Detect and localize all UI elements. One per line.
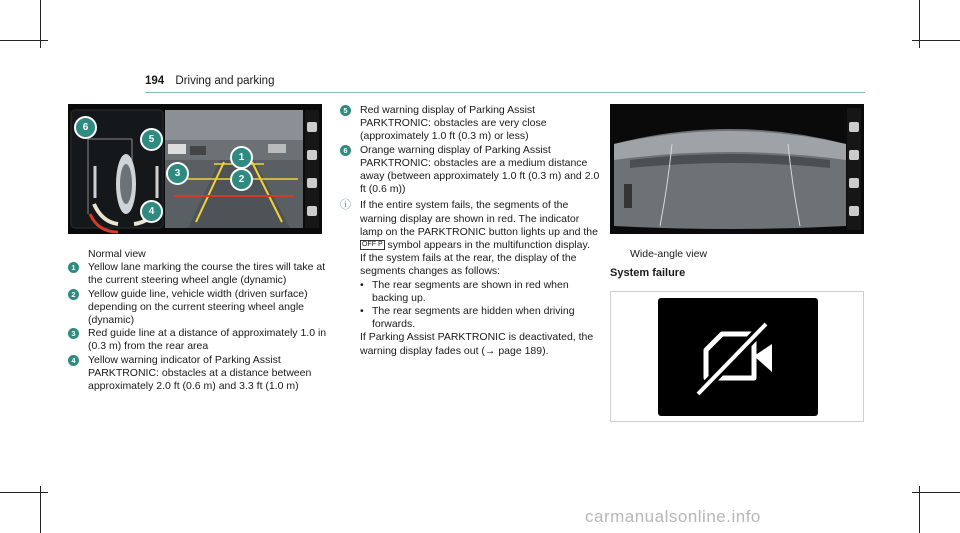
section-title: Driving and parking [175, 75, 275, 87]
parking-icon [849, 178, 859, 188]
figure-caption: Normal view [88, 248, 146, 260]
crop-mark [919, 486, 920, 533]
callout-number: 5 [340, 105, 351, 116]
crop-mark [0, 492, 48, 493]
callout-number: 2 [68, 289, 79, 300]
view-toggle-icon [849, 150, 859, 160]
callout-number: 4 [68, 355, 79, 366]
crop-mark [0, 40, 48, 41]
left-column [68, 248, 330, 393]
wide-angle-illustration [610, 104, 864, 234]
parktronic-off-icon: OFF P [362, 241, 383, 249]
list-item: 5 Red warning display of Parking Assist PARKTRONIC: obstacles are very close (approximately 1.0 ft (0.3 m) or less) [340, 104, 602, 144]
camera-mode-icon [849, 122, 859, 132]
page-number: 194 [145, 75, 165, 87]
camera-mode-icon [307, 122, 317, 132]
parking-icon [307, 178, 317, 188]
callout-3: 3 [166, 162, 189, 185]
list-item: 1 Yellow lane marking the course the tires will take at the current steering wheel angle (dynamic) [68, 261, 330, 287]
callout-5: 5 [140, 128, 163, 151]
watermark: carmanualsonline.info [585, 507, 761, 526]
list-item: 6 Orange warning display of Parking Assist PARKTRONIC: obstacles are a medium distance away (between approximately 1.0 ft (0.3 m) and 2.0 ft (0.6 m)) [340, 144, 602, 197]
callout-1: 1 [230, 146, 253, 169]
crop-mark [40, 486, 41, 533]
callout-2: 2 [230, 168, 253, 191]
view-toggle-icon [307, 150, 317, 160]
middle-column [340, 104, 602, 358]
bullet-item: • The rear segments are hidden when driving forwards. [340, 305, 602, 331]
info-text-after: symbol appears in the multifunction display. [387, 239, 590, 252]
list-item: 3 Red guide line at a distance of approximately 1.0 in (0.3 m) from the rear area [68, 327, 330, 353]
camera-off-icon [658, 298, 818, 416]
callout-number: 3 [68, 328, 79, 339]
section-heading: System failure [610, 267, 686, 280]
page-header [145, 75, 274, 87]
figure-caption: Wide-angle view [630, 248, 708, 260]
callout-6: 6 [74, 116, 97, 139]
settings-icon [307, 206, 317, 216]
right-column [610, 248, 864, 280]
wide-angle-figure [610, 104, 864, 234]
bullet-item: • The rear segments are shown in red when backing up. [340, 279, 602, 305]
info-note [340, 199, 602, 252]
crop-mark [912, 40, 960, 41]
normal-view-illustration [68, 104, 322, 234]
info-text-before: If the entire system fails, the segments of the warning display are shown in red. The indicator lamp on the PARKTRONIC button lights up and the [360, 199, 598, 238]
header-rule [145, 92, 865, 93]
crop-mark [912, 492, 960, 493]
list-item: 4 Yellow warning indicator of Parking Assist PARKTRONIC: obstacles at a distance between approximately 2.0 ft (0.6 m) and 3.3 ft (1.0 m) [68, 354, 330, 394]
deactivated-text: If Parking Assist PARKTRONIC is deactivated, the warning display fades out (→ page 189). [360, 331, 594, 357]
callout-4: 4 [140, 200, 163, 223]
callout-number: 1 [68, 262, 79, 273]
settings-icon [849, 206, 859, 216]
rear-fail-text: If the system fails at the rear, the display of the segments changes as follows: [360, 252, 577, 278]
callout-number: 6 [340, 145, 351, 156]
info-icon: ⓘ [340, 199, 351, 212]
list-item: 2 Yellow guide line, vehicle width (driven surface) depending on the current steering wheel angle (dynamic) [68, 288, 330, 328]
normal-view-figure [68, 104, 322, 234]
system-failure-figure [610, 291, 864, 422]
failure-screen [658, 298, 818, 416]
